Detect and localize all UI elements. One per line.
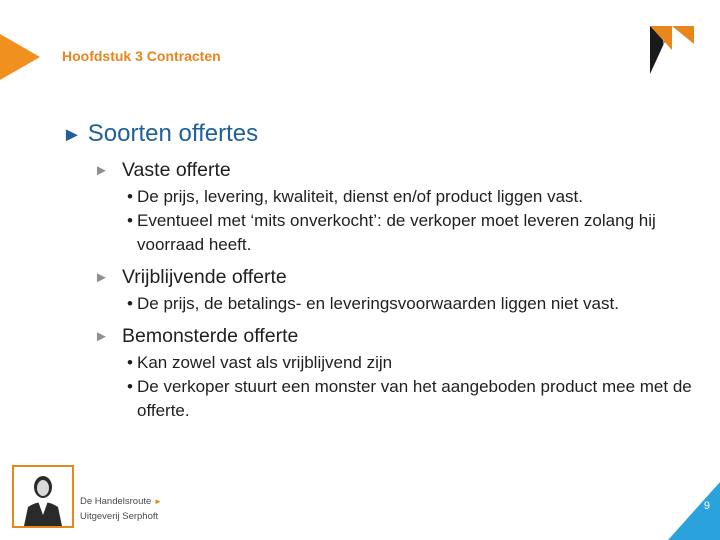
bullet-list — [94, 185, 704, 257]
page-number: 9 — [703, 500, 710, 512]
section-heading — [94, 263, 704, 292]
slide-title — [62, 120, 258, 148]
bullet-text: De prijs, de betalings- en leveringsvoorwaarden liggen niet vast. — [137, 294, 619, 313]
bullet-dot-icon: • — [127, 211, 133, 230]
slide-content — [94, 156, 704, 429]
bullet-item — [127, 185, 704, 209]
corner-badge-shapes — [646, 22, 698, 76]
bullet-arrow-icon: ► — [94, 269, 109, 286]
bullet-arrow-icon: ► — [94, 328, 109, 345]
bullet-list — [94, 351, 704, 423]
bullet-text: De verkoper stuurt een monster van het aangeboden product mee met de offerte. — [137, 377, 692, 420]
bullet-dot-icon: • — [127, 294, 133, 313]
section-heading-text: Bemonsterde offerte — [122, 325, 299, 347]
publisher-arrow-icon: ► — [153, 497, 162, 506]
publisher-line1-text: De Handelsroute — [80, 496, 152, 507]
publisher-line1 — [80, 496, 162, 507]
bullet-text: Eventueel met ‘mits onverkocht’: de verkoper moet leveren zolang hij voorraad heeft. — [137, 211, 656, 254]
bullet-item — [127, 209, 704, 257]
corner-triangle-orange — [0, 0, 40, 82]
badge-left-letter: L — [663, 40, 667, 46]
title-arrow-icon: ► — [62, 124, 82, 146]
bullet-dot-icon: • — [127, 353, 133, 372]
bullet-item — [127, 375, 704, 423]
bullet-text: Kan zowel vast als vrijblijvend zijn — [137, 353, 393, 372]
section-heading-text: Vaste offerte — [122, 159, 231, 181]
bullet-dot-icon: • — [127, 377, 133, 396]
bullet-list — [94, 292, 704, 316]
bullet-arrow-icon: ► — [94, 162, 109, 179]
publisher-line2: Uitgeverij Serphoft — [80, 511, 159, 522]
bullet-text: De prijs, levering, kwaliteit, dienst en/of product liggen vast. — [137, 187, 584, 206]
bullet-item — [127, 351, 704, 375]
section-heading — [94, 322, 704, 351]
publisher-logo — [12, 465, 74, 528]
portrait-icon — [14, 467, 72, 526]
section-heading — [94, 156, 704, 185]
badge-right-letter: a — [684, 40, 688, 46]
bullet-item — [127, 292, 704, 316]
chapter-title: Hoofdstuk 3 Contracten — [62, 48, 221, 64]
section-heading-text: Vrijblijvende offerte — [122, 266, 287, 288]
bullet-dot-icon: • — [127, 187, 133, 206]
slide-title-text: Soorten offertes — [87, 120, 259, 147]
page-number-triangle — [668, 482, 720, 540]
